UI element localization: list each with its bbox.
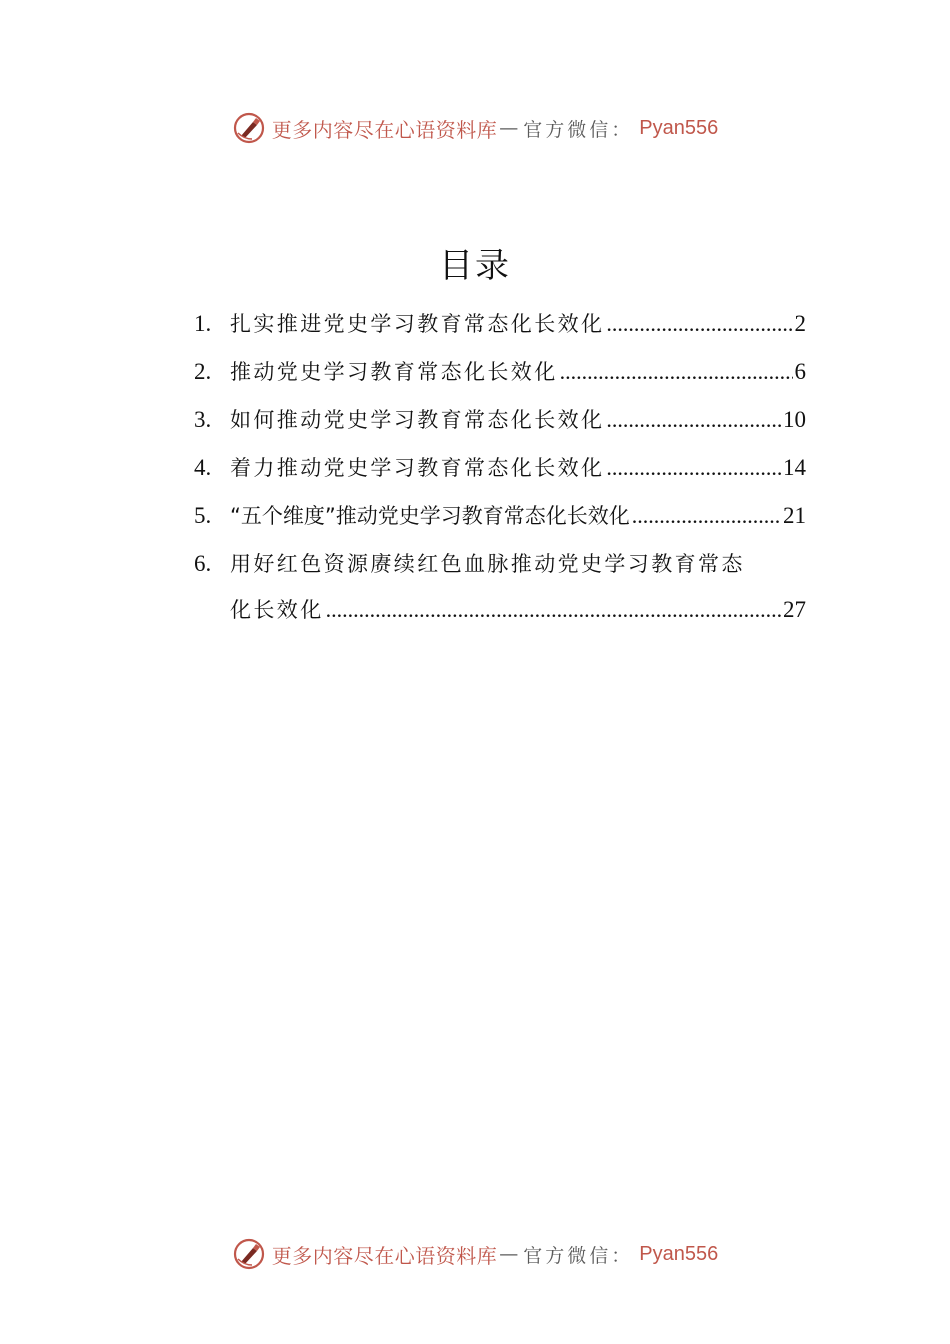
toc-item-page: 14 [783,455,806,480]
toc-item-title: 如何推动党史学习教育常态化长效化 [230,408,605,432]
toc-item-4[interactable] [194,444,806,492]
banner-wechat-label: 官方微信： [523,118,634,141]
toc-leader-dots [326,588,781,632]
toc-item-title-continued: 化长效化 [230,598,324,622]
toc-item-title: 用好红色资源赓续红色血脉推动党史学习教育常态 [230,552,745,576]
banner-wechat-id: Pyan556 [639,1242,719,1265]
toc-item-number: 2. [194,359,212,384]
pen-circle-logo-icon [232,111,266,145]
toc-item-6[interactable] [194,540,806,632]
banner-wechat-id: Pyan556 [639,116,719,139]
banner-text: 更多内容尽在心语资料库 [271,117,498,142]
toc-item-2[interactable] [194,348,806,396]
toc-item-number: 4. [194,455,212,480]
toc-leader-dots [606,444,781,492]
toc-item-page: 27 [783,597,806,622]
toc-item-1[interactable] [194,300,806,348]
toc-item-number: 1. [194,311,212,336]
pen-circle-logo-icon [232,1237,266,1271]
toc-item-line-1 [194,540,806,588]
banner-wechat-label: 官方微信： [523,1244,634,1267]
toc-item-line-2 [194,588,806,632]
toc-item-number: 5. [194,503,212,528]
toc-item-title: 扎实推进党史学习教育常态化长效化 [230,312,605,336]
toc-item-page: 6 [794,359,806,384]
toc-item-title: “五个维度”推动党史学习教育常态化长效化 [230,504,630,528]
toc-title: 目录 [439,246,511,286]
toc-leader-dots [560,348,793,396]
toc-list [194,300,806,632]
toc-item-page: 10 [783,407,806,432]
toc-item-5[interactable] [194,492,806,540]
banner-dash: — [499,1243,522,1265]
toc-item-title: 着力推动党史学习教育常态化长效化 [230,456,605,480]
toc-leader-dots [632,492,781,540]
toc-item-3[interactable] [194,396,806,444]
banner-text: 更多内容尽在心语资料库 [271,1243,498,1268]
banner-dash: — [499,117,522,139]
header-banner [0,108,950,148]
footer-banner [0,1234,950,1274]
toc-item-number: 6. [194,551,212,576]
toc-leader-dots [606,396,781,444]
toc-item-title: 推动党史学习教育常态化长效化 [230,360,558,384]
toc-leader-dots [606,300,792,348]
toc-item-number: 3. [194,407,212,432]
toc-item-page: 21 [783,503,806,528]
toc-item-page: 2 [794,311,806,336]
